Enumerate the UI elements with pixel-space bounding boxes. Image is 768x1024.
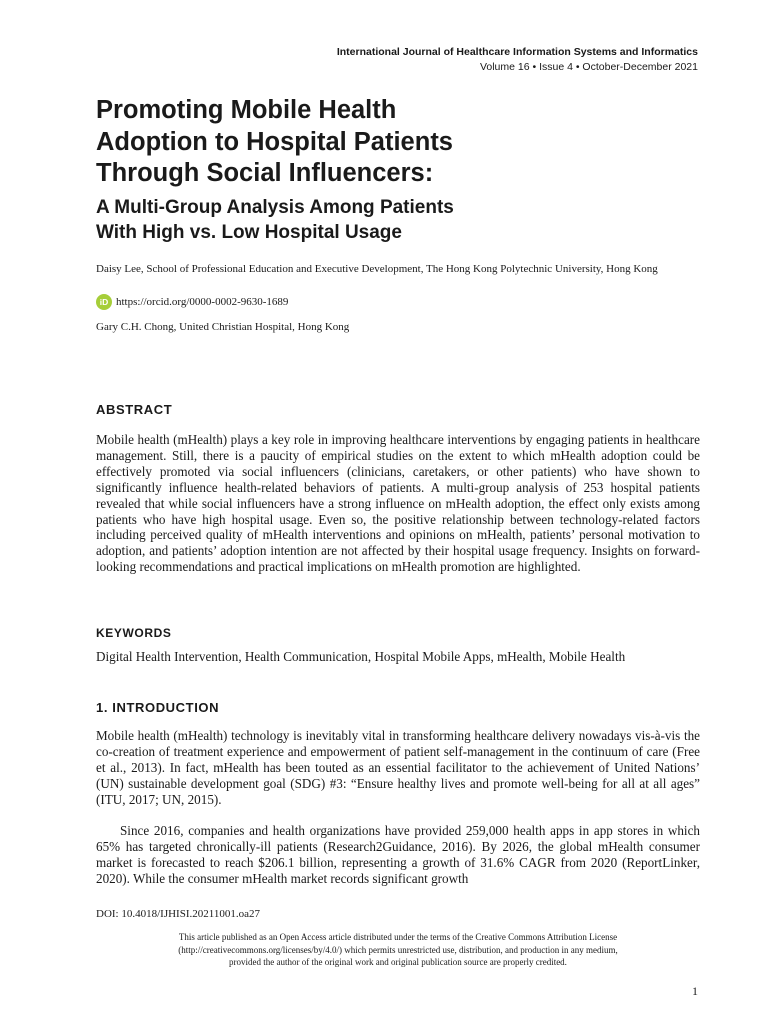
title-line-1: Promoting Mobile Health [96,96,397,124]
license-line-2: (http://creativecommons.org/licenses/by/4.0/) which permits unrestricted use, distribution, and production in any medium, [178,944,618,955]
journal-volume: Volume 16 • Issue 4 • October-December 2021 [479,61,698,73]
introduction-paragraph-1: Mobile health (mHealth) technology is inevitably vital in transforming healthcare delivery nowadays vis-à-vis the co-creation of treatment experience and empowerment of patient self-management in the continuum of care (Free et al., 2013). In fact, mHealth has been touted as an essential facilitator to the achievement of United Nations’ (UN) sustainable development goal (SDG) #3: “Ensure healthy lives and promote well-being for all at all ages” (ITU, 2017; UN, 2015). [96,728,700,807]
journal-name: International Journal of Healthcare Information Systems and Informatics [336,46,698,58]
paper-subtitle [96,196,696,245]
abstract-heading: ABSTRACT [96,402,173,417]
license-line-1: This article published as an Open Access article distributed under the terms of the Creative Commons Attribution License [178,932,618,942]
doi: DOI: 10.4018/IJHISI.20211001.oa27 [96,908,260,920]
keywords-heading: KEYWORDS [96,626,172,640]
author-1-affiliation: Daisy Lee, School of Professional Education and Executive Development, The Hong Kong Polytechnic University, Hong Kong [96,263,658,275]
orcid-icon: iD [96,294,112,310]
author-2-affiliation: Gary C.H. Chong, United Christian Hospital, Hong Kong [96,321,350,333]
abstract-text: Mobile health (mHealth) plays a key role in improving healthcare interventions by engaging patients in healthcare management. Still, there is a paucity of empirical studies on the extent to which mHealth adoption could be effectively promoted via social influencers (clinicians, caretakers, or other patients) who have shown to significantly influence health-related behaviors of patients. A multi-group analysis of 253 hospital patients revealed that while social influencers have a strong influence on mHealth adoption, the effect only exists among patients who have high hospital usage. Even so, the positive relationship between technology-related factors including perceived quality of mHealth interventions and opinions on mHealth, patients’ personal motivation to adoption, and patients’ adoption intention are not affected by their hospital usage frequency. Insights on forward-looking recommendations and practical implications on mHealth promotion are highlighted. [96,432,700,575]
orcid-link-row[interactable] [96,294,288,310]
introduction-heading: 1. INTRODUCTION [96,700,220,715]
subtitle-line-1: A Multi-Group Analysis Among Patients [96,197,454,218]
journal-header [337,45,698,75]
subtitle-line-2: With High vs. Low Hospital Usage [96,221,402,243]
orcid-url[interactable]: https://orcid.org/0000-0002-9630-1689 [116,296,289,308]
license-notice [96,931,700,969]
keywords-text: Digital Health Intervention, Health Communication, Hospital Mobile Apps, mHealth, Mobile Health [96,649,626,664]
title-line-2: Adoption to Hospital Patients [96,127,453,156]
page-number: 1 [692,984,698,998]
title-line-3: Through Social Influencers: [96,159,434,187]
paper-title [96,95,696,190]
license-line-3: provided the author of the original work and original publication source are properly credited. [229,957,567,967]
introduction-paragraph-2: Since 2016, companies and health organizations have provided 259,000 health apps in app stores in which 65% has targeted chronically-ill patients (Research2Guidance, 2016). By 2026, the global mHealth consumer market is forecasted to reach $206.1 billion, representing a growth of 31.6% CAGR from 2020 (ReportLinker, 2020). While the consumer mHealth market records significant growth [96,823,700,886]
